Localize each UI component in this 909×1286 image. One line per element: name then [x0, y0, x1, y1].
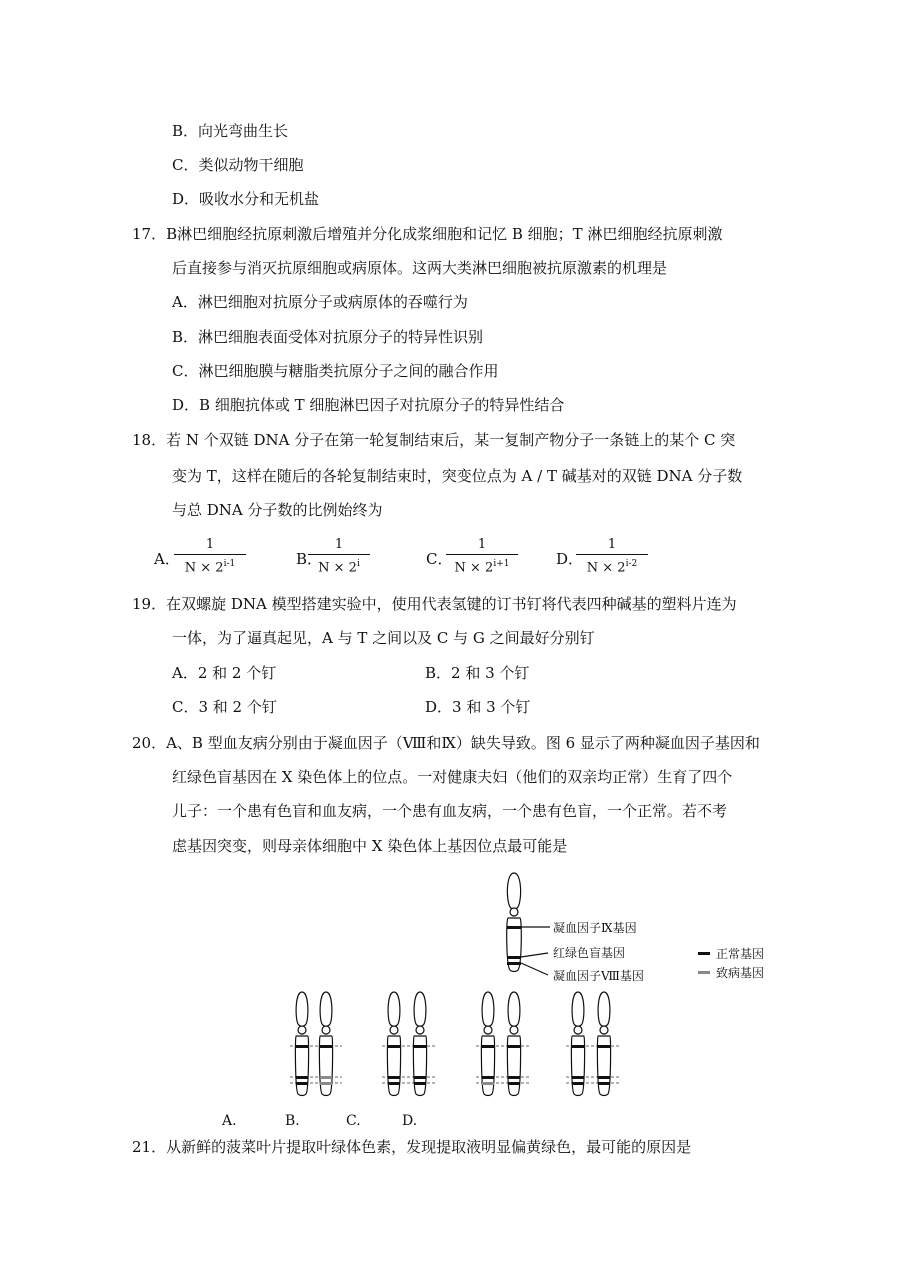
factor-ix-band: [388, 1045, 400, 1048]
q16-option-c: C．类似动物干细胞: [172, 156, 304, 174]
q18-stem-line1: 18．若 N 个双链 DNA 分子在第一轮复制结束后，某一复制产物分子一条链上的某个 C 突: [132, 431, 736, 449]
figure-option-d-label: D.: [402, 1113, 418, 1129]
fraction-numerator: 1: [477, 537, 487, 552]
q20-stem-line4: 虑基因突变，则母亲体细胞中 X 染色体上基因位点最可能是: [172, 837, 568, 855]
fraction-denominator: $N \times 2^{i-1}$: [184, 559, 236, 576]
q18-option-b-label: B．: [296, 550, 323, 568]
colorblind-band: [598, 1076, 610, 1079]
q17-option-d: D．B 细胞抗体或 T 细胞淋巴因子对抗原分子的特异性结合: [172, 396, 565, 414]
colorblind-band: [296, 1076, 308, 1079]
factor-ix-band: [320, 1045, 332, 1048]
option-d-chromosome-1: [571, 992, 584, 1096]
factor-ix-band: [598, 1045, 610, 1048]
q16-option-d: D．吸收水分和无机盐: [172, 190, 320, 208]
q18-option-d-label: D．: [556, 550, 584, 568]
colorblind-band: [388, 1076, 400, 1079]
q17-option-c: C．淋巴细胞膜与糖脂类抗原分子之间的融合作用: [172, 362, 499, 380]
legend-disease-swatch: [698, 971, 710, 974]
q18-stem-line2: 变为 T，这样在随后的各轮复制结束时，突变位点为 A / T 碱基对的双链 DNA 分子数: [172, 467, 743, 485]
factor-viii-band: [598, 1082, 610, 1085]
factor-viii-band: [296, 1082, 308, 1085]
fraction-numerator: 1: [205, 537, 215, 552]
colorblind-band: [482, 1076, 494, 1079]
q19-option-a: A．2 和 2 个钉: [172, 664, 277, 682]
gene-label-viii: 凝血因子Ⅷ基因: [553, 969, 644, 983]
factor-viii-band: [388, 1082, 400, 1085]
legend-normal-label: 正常基因: [716, 947, 765, 961]
q18-option-c-fraction: [442, 537, 522, 576]
q18-option-a-label: A．: [154, 550, 180, 568]
q20-stem-line1: 20．A、B 型血友病分别由于凝血因子（Ⅷ和Ⅸ）缺失导致。图 6 显示了两种凝血因子基因和: [132, 734, 760, 752]
factor-ix-band: [296, 1045, 308, 1048]
q19-option-b: B．2 和 3 个钉: [425, 664, 530, 682]
fraction-denominator: $N \times 2^{i-2}$: [586, 559, 638, 576]
colorblind-band: [508, 1076, 520, 1079]
q19-option-c: C．3 和 2 个钉: [172, 698, 277, 716]
option-chromosome-pairs: [290, 992, 620, 1096]
option-c-chromosome-1: [481, 992, 494, 1096]
figure-option-c-label: C.: [346, 1113, 361, 1129]
factor-ix-band: [414, 1045, 426, 1048]
colorblind-band: [414, 1076, 426, 1079]
factor-viii-band: [508, 1082, 520, 1085]
factor-viii-band: [414, 1082, 426, 1085]
fraction-denominator: $N \times 2^i$: [318, 559, 360, 576]
gene-label-ix: 凝血因子Ⅸ基因: [553, 921, 637, 935]
q17-option-b: B．淋巴细胞表面受体对抗原分子的特异性识别: [172, 328, 484, 346]
q18-option-c-label: C．: [426, 550, 453, 568]
q17-option-a: A．淋巴细胞对抗原分子或病原体的吞噬行为: [172, 293, 468, 311]
factor-ix-band: [572, 1045, 584, 1048]
q19-stem-line1: 19．在双螺旋 DNA 模型搭建实验中，使用代表氢键的订书钉将代表四种碱基的塑料片连为: [132, 595, 737, 613]
q17-stem-line2: 后直接参与消灭抗原细胞或病原体。这两大类淋巴细胞被抗原激素的机理是: [172, 259, 668, 277]
legend-normal-swatch: [698, 952, 710, 955]
factor-ix-band: [508, 1045, 520, 1048]
q18-stem-line3: 与总 DNA 分子数的比例始终为: [172, 501, 383, 519]
colorblind-band: [572, 1076, 584, 1079]
fraction-denominator: $N \times 2^{i+1}$: [454, 559, 510, 576]
option-c-chromosome-2: [507, 992, 520, 1096]
option-d-chromosome-2: [597, 992, 610, 1096]
gene-label-colorblind: 红绿色盲基因: [553, 946, 626, 960]
figure-option-b-label: B.: [285, 1113, 300, 1129]
legend-disease-label: 致病基因: [716, 966, 765, 980]
q21-stem-line1: 21．从新鲜的菠菜叶片提取叶绿体色素，发现提取液明显偏黄绿色，最可能的原因是: [132, 1138, 692, 1156]
fraction-numerator: 1: [607, 537, 617, 552]
factor-viii-band: [572, 1082, 584, 1085]
q16-option-b: B．向光弯曲生长: [172, 122, 289, 140]
colorblind-band: [320, 1076, 332, 1079]
q20-stem-line3: 儿子：一个患有色盲和血友病，一个患有血友病，一个患有色盲，一个正常。若不考: [172, 802, 728, 820]
factor-viii-band: [320, 1082, 332, 1085]
option-a-chromosome-1: [295, 992, 308, 1096]
q18-option-a-fraction: [170, 537, 250, 576]
factor-ix-band: [482, 1045, 494, 1048]
q18-option-d-fraction: [572, 537, 652, 576]
option-b-chromosome-2: [413, 992, 426, 1096]
figure-option-a-label: A.: [222, 1113, 237, 1129]
reference-x-chromosome: [507, 873, 550, 975]
q17-stem-line1: 17．B淋巴细胞经抗原刺激后增殖并分化成浆细胞和记忆 B 细胞；T 淋巴细胞经抗原刺激: [132, 225, 723, 243]
fraction-numerator: 1: [334, 537, 344, 552]
q19-option-d: D．3 和 3 个钉: [425, 698, 531, 716]
q20-stem-line2: 红绿色盲基因在 X 染色体上的位点。一对健康夫妇（他们的双亲均正常）生育了四个: [172, 768, 733, 786]
factor-viii-band: [482, 1082, 494, 1085]
option-b-chromosome-1: [387, 992, 400, 1096]
q18-option-b-fraction: [304, 537, 374, 576]
q19-stem-line2: 一体，为了逼真起见，A 与 T 之间以及 C 与 G 之间最好分别钉: [172, 629, 595, 647]
option-a-chromosome-2: [319, 992, 332, 1096]
